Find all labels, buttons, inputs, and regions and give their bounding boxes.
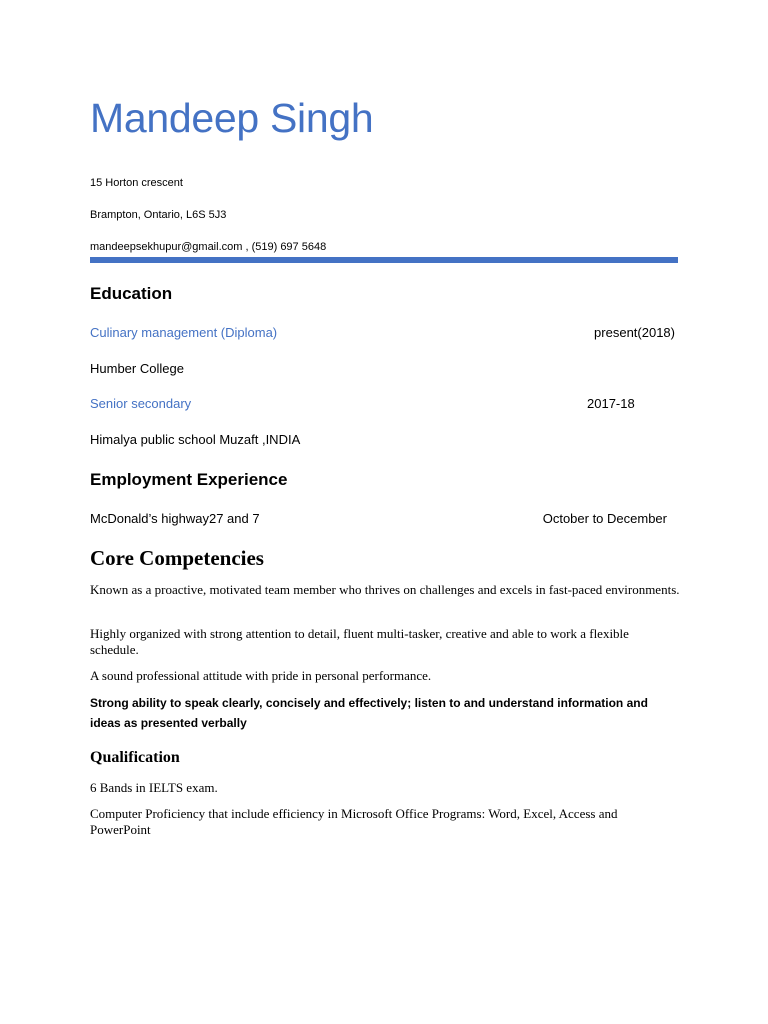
qualification-item: 6 Bands in IELTS exam. [90, 780, 218, 795]
contact-line: mandeepsekhupur@gmail.com , (519) 697 5648 [90, 241, 327, 253]
address-line-2: Brampton, Ontario, L6S 5J3 [90, 209, 227, 221]
header-divider [90, 257, 678, 263]
education-entry-date: present(2018) [594, 325, 675, 340]
address-line-1: 15 Horton crescent [90, 177, 183, 189]
education-heading: Education [90, 284, 173, 303]
competencies-heading: Core Competencies [90, 546, 264, 570]
candidate-name: Mandeep Singh [90, 95, 374, 141]
competency-item: Highly organized with strong attention to detail, fluent multi-tasker, creative and able to work a flexible schedule. [90, 626, 629, 657]
employment-entry-employer: McDonald’s highway27 and 7 [90, 511, 260, 526]
education-entry-title: Culinary management (Diploma) [90, 325, 278, 340]
qualification-heading: Qualification [90, 749, 180, 766]
qualification-item: Computer Proficiency that include efficiency in Microsoft Office Programs: Word, Excel, Access and PowerPoint [90, 806, 618, 837]
employment-heading: Employment Experience [90, 470, 288, 489]
competency-item: Known as a proactive, motivated team member who thrives on challenges and excels in fast-paced environments. [90, 582, 680, 597]
employment-entry-dates: October to December [542, 511, 667, 526]
education-entry-institution: Himalya public school Muzaft ,INDIA [90, 432, 301, 447]
competency-item: Strong ability to speak clearly, concisely and effectively; listen to and understand information and ideas as presented verbally [90, 696, 648, 730]
education-entry-date: 2017-18 [587, 396, 635, 411]
education-entry-institution: Humber College [90, 361, 184, 376]
competency-item: A sound professional attitude with pride in personal performance. [90, 668, 432, 683]
education-entry-title: Senior secondary [90, 396, 192, 411]
